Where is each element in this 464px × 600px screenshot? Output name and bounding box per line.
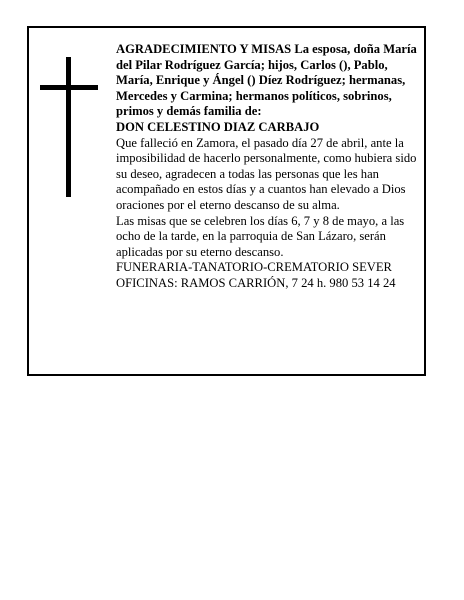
notice-heading: AGRADECIMIENTO Y MISAS La esposa, doña María del Pilar Rodríguez García; hijos, Carlos (), Pablo, María, Enrique y Ángel () Díez Rodríguez; hermanas, Mercedes y Carmina; hermanos políticos, sobrinos, primos y demás familia de: — [116, 42, 417, 119]
deceased-name: DON CELESTINO DIAZ CARBAJO — [116, 119, 320, 134]
cross-icon — [40, 57, 98, 197]
funeral-home-name: FUNERARIA-TANATORIO-CREMATORIO SEVER — [116, 260, 392, 275]
gratitude-paragraph: Que falleció en Zamora, el pasado día 27 de abril, ante la imposibilidad de hacerlo personalmente, como hubiera sido su deseo, agradecen a todas las personas que les han acompañado en estos días y a cuantos han elevado a Dios oraciones por el eterno descanso de su alma. — [116, 135, 417, 212]
cross-vertical-bar — [66, 57, 71, 197]
notice-text-block — [116, 42, 422, 292]
obituary-notice — [27, 26, 426, 376]
cross-horizontal-bar — [40, 85, 98, 90]
masses-paragraph: Las misas que se celebren los días 6, 7 y 8 de mayo, a las ocho de la tarde, en la parroquia de San Lázaro, serán aplicadas por su eterno descanso. — [116, 213, 405, 259]
offices-contact: OFICINAS: RAMOS CARRIÓN, 7 24 h. 980 53 14 24 — [116, 275, 396, 290]
